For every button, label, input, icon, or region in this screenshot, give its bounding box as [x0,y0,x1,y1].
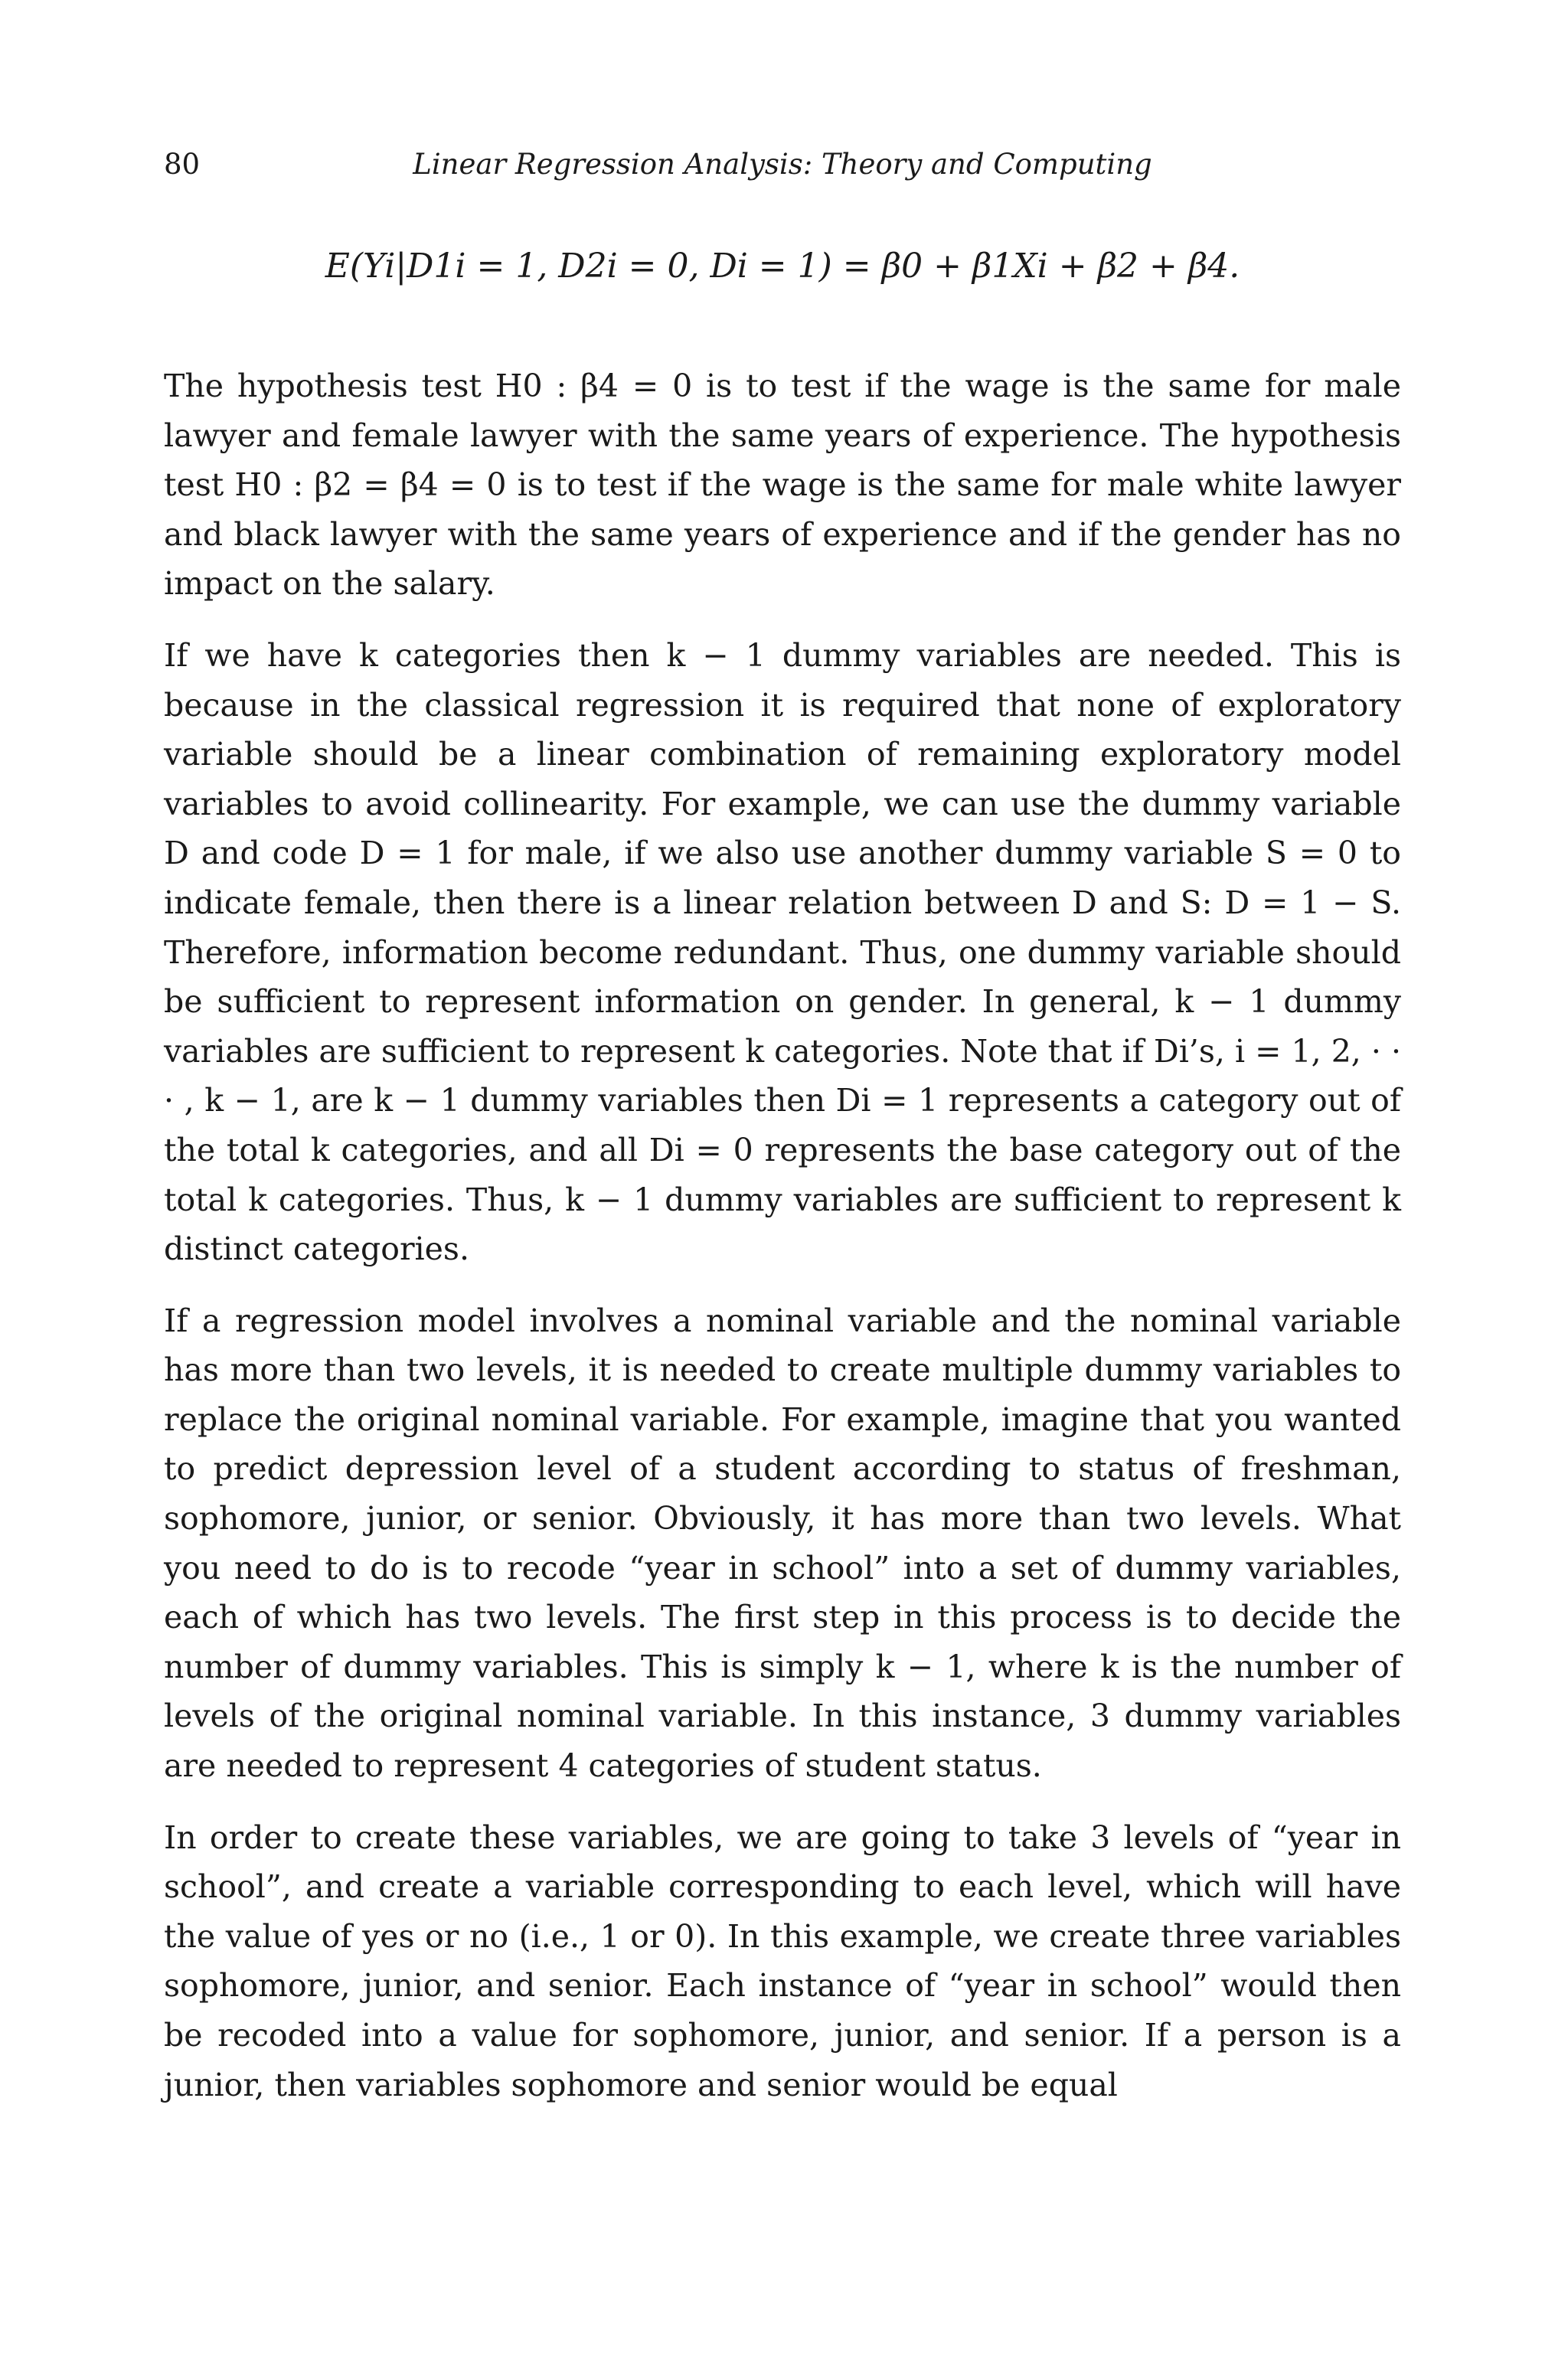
equation-text: E(Yi|D1i = 1, D2i = 0, Di = 1) = β0 + β1Xi + β2 + β4. [325,247,1240,286]
display-equation [164,243,1401,289]
paragraph-create-variables: In order to create these variables, we are going to take 3 levels of “year in school”, and create a variable corresponding to each level, which will have the value of yes or no (i.e., 1 or 0). In this example, we create three variables sophomore, junior, and senior. Each instance of “year in school” would then be recoded into a value for sophomore, junior, and senior. If a person is a junior, then variables sophomore and senior would be equal [164,1819,1401,2103]
running-title: Linear Regression Analysis: Theory and Computing [413,148,1152,181]
paragraph-k-categories: If we have k categories then k − 1 dummy variables are needed. This is because in the classical regression it is required that none of exploratory variable should be a linear combination of remaining exploratory model variables to avoid collinearity. For example, we can use the dummy variable D and code D = 1 for male, if we also use another dummy variable S = 0 to indicate female, then there is a linear relation between D and S: D = 1 − S. Therefore, information become redundant. Thus, one dummy variable should be sufficient to represent information on gender. In general, k − 1 dummy variables are sufficient to represent k categories. Note that if Di’s, i = 1, 2, · · · , k − 1, are k − 1 dummy variables then Di = 1 represents a category out of the total k categories, and all Di = 0 represents the base category out of the total k categories. Thus, k − 1 dummy variables are sufficient to represent k distinct categories. [164,636,1401,1268]
page-number: 80 [164,148,201,181]
paragraph-hypothesis-test: The hypothesis test H0 : β4 = 0 is to test if the wage is the same for male lawyer and female lawyer with the same years of experience. The hypothesis test H0 : β2 = β4 = 0 is to test if the wage is the same for male white lawyer and black lawyer with the same years of experience and if the gender has no impact on the salary. [164,368,1401,603]
paragraph-nominal-variable: If a regression model involves a nominal variable and the nominal variable has more than two levels, it is needed to create multiple dummy variables to replace the original nominal variable. For example, imagine that you wanted to predict depression level of a student according to status of freshman, sophomore, junior, or senior. Obviously, it has more than two levels. What you need to do is to recode “year in school” into a set of dummy variables, each of which has two levels. The first step in this process is to decide the number of dummy variables. This is simply k − 1, where k is the number of levels of the original nominal variable. In this instance, 3 dummy variables are needed to represent 4 categories of student status. [164,1302,1401,1785]
body-text [164,361,1401,2132]
running-head [164,145,1401,184]
